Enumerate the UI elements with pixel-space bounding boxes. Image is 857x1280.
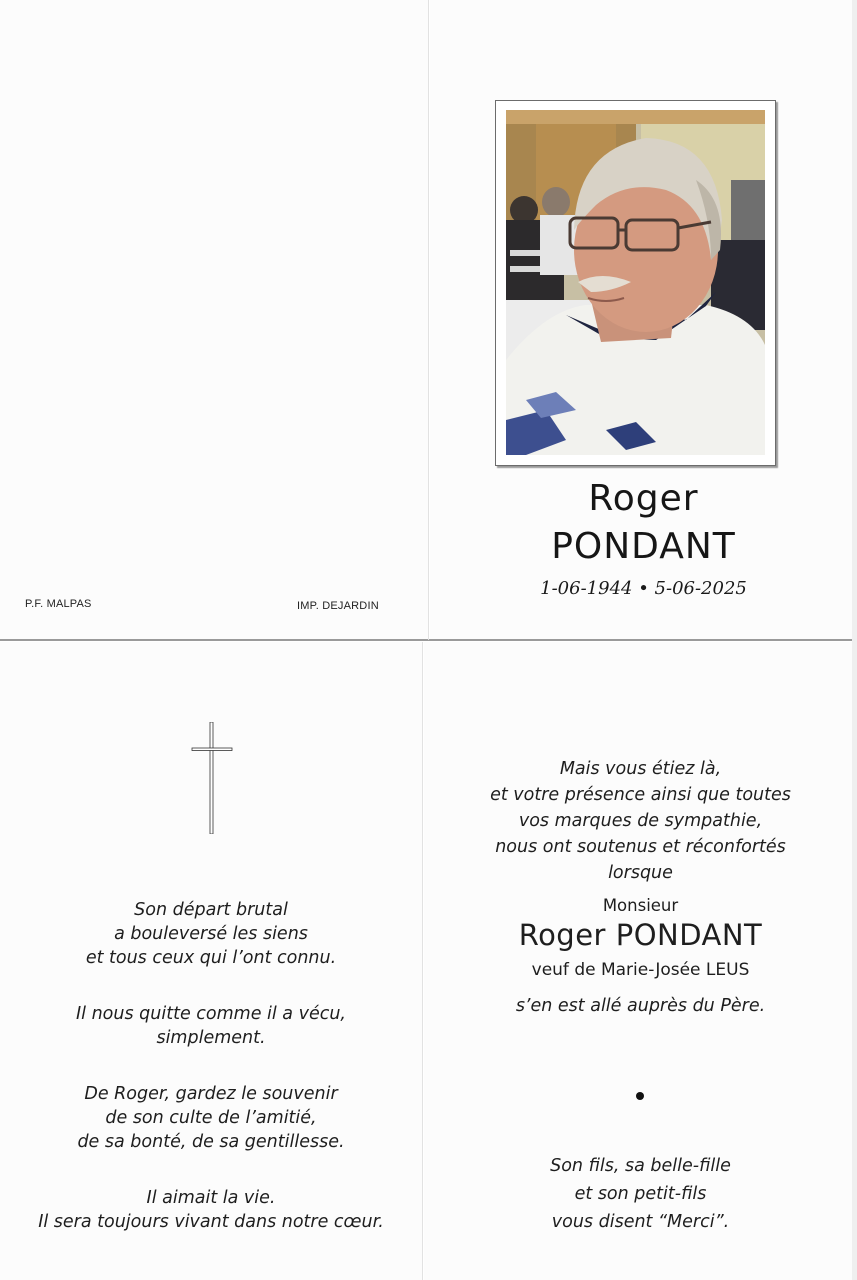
card-back-panel	[0, 0, 428, 640]
life-dates: 1-06-1944 • 5-06-2025	[540, 578, 747, 599]
departed-line: s’en est allé auprès du Père.	[515, 996, 766, 1016]
family-line: vous disent “Merci”.	[551, 1212, 730, 1232]
verse-stanza-3	[0, 1082, 422, 1154]
thanks-line: lorsque	[608, 863, 673, 883]
verse-line: et tous ceux qui l’ont connu.	[85, 948, 337, 968]
family-line: et son petit-fils	[574, 1184, 707, 1204]
family-line: Son fils, sa belle-fille	[550, 1156, 731, 1176]
thanks-line: nous ont soutenus et réconfortés	[495, 837, 786, 857]
fold-line-bottom	[422, 642, 423, 1280]
deceased-full-name: Roger PONDANT	[518, 918, 763, 952]
spouse-line: veuf de Marie-Josée LEUS	[531, 960, 750, 980]
portrait-photo	[506, 110, 765, 455]
thanks-line: et votre présence ainsi que toutes	[490, 785, 791, 805]
scan-edge	[852, 0, 857, 1280]
verse-stanza-4	[0, 1186, 422, 1234]
verse-stanza-2	[0, 1002, 422, 1050]
verse-line: simplement.	[156, 1028, 266, 1048]
deceased-first-name: Roger	[588, 478, 699, 519]
portrait-illustration	[506, 110, 765, 455]
verse-line: Son départ brutal	[134, 900, 288, 920]
thanks-line: Mais vous étiez là,	[559, 759, 722, 779]
verse-line: De Roger, gardez le souvenir	[84, 1084, 338, 1104]
portrait-frame	[495, 100, 776, 466]
verse-line: Il aimait la vie.	[146, 1188, 276, 1208]
family-thanks	[424, 1152, 857, 1236]
cross-icon	[190, 722, 234, 834]
deceased-last-name: PONDANT	[551, 526, 736, 567]
verse-stanza-1	[0, 898, 422, 970]
verse-line: a bouleversé les siens	[114, 924, 308, 944]
honorific: Monsieur	[602, 896, 679, 915]
verse-line: de sa bonté, de sa gentillesse.	[77, 1132, 345, 1152]
bullet-ornament	[636, 1092, 644, 1100]
thanks-intro	[424, 756, 857, 886]
verse-line: Il nous quitte comme il a vécu,	[76, 1004, 346, 1024]
printer-credit: IMP. DEJARDIN	[297, 600, 379, 612]
verse-line: Il sera toujours vivant dans notre cœur.	[38, 1212, 384, 1232]
funeral-home-credit: P.F. MALPAS	[25, 598, 92, 610]
thanks-line: vos marques de sympathie,	[518, 811, 763, 831]
verse-line: de son culte de l’amitié,	[105, 1108, 317, 1128]
fold-line-top	[428, 0, 429, 640]
